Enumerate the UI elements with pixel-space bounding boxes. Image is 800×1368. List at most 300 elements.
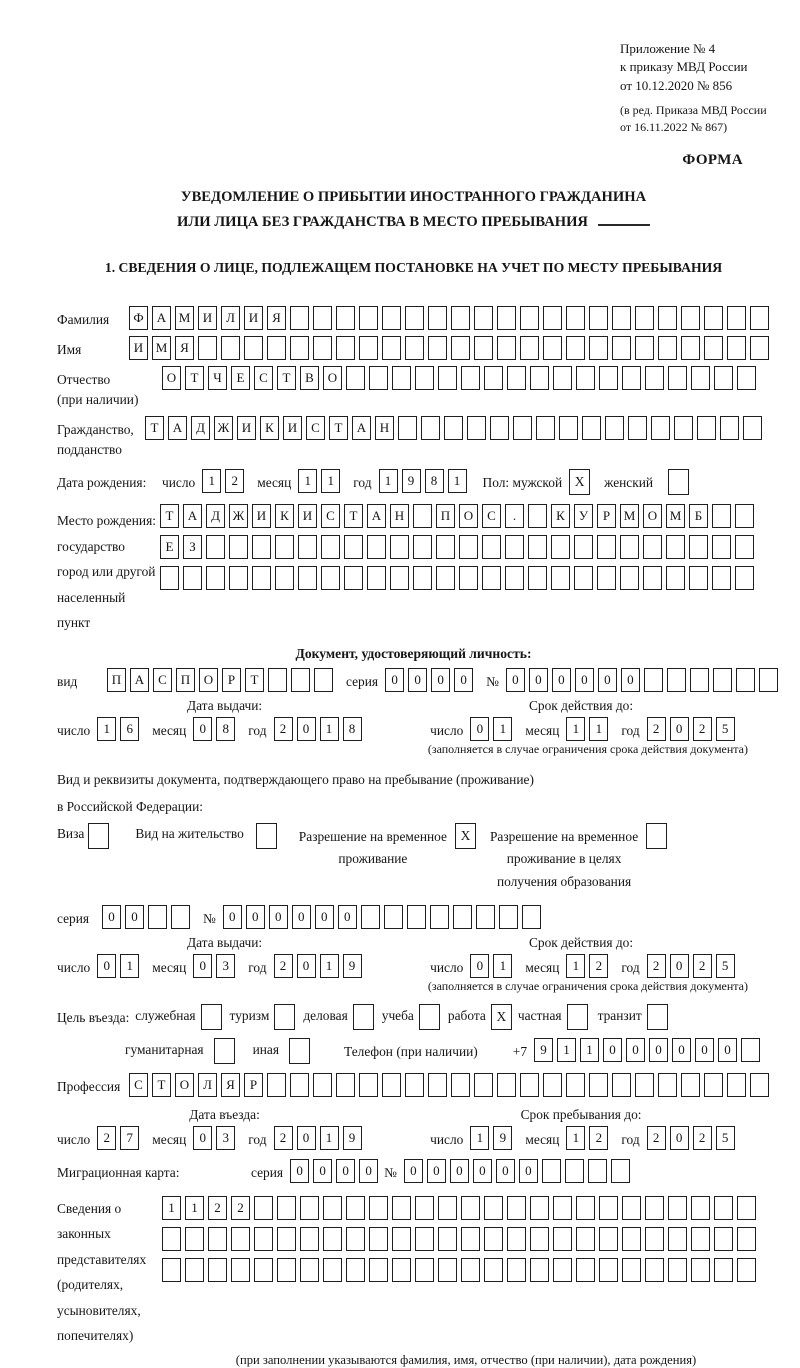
form-cell	[413, 566, 432, 590]
form-cell: 1	[448, 469, 467, 493]
meta-line: к приказу МВД России	[620, 59, 748, 75]
entry-month	[193, 1126, 239, 1150]
form-cell	[635, 336, 654, 360]
form-cell	[628, 416, 647, 440]
form-cell	[415, 366, 434, 390]
form-cell	[275, 535, 294, 559]
form-cell	[405, 336, 424, 360]
form-cell	[344, 535, 363, 559]
purpose-work: работа X	[448, 1004, 512, 1030]
temp-residence-education-checkbox	[646, 823, 667, 849]
form-cell	[438, 1196, 457, 1220]
form-cell	[344, 566, 363, 590]
form-cell	[691, 1258, 710, 1282]
form-cell	[405, 1073, 424, 1097]
form-cell	[208, 1258, 227, 1282]
sex-label: Пол: мужской	[482, 475, 563, 491]
form-cell	[208, 1227, 227, 1251]
form-cell: 5	[716, 954, 735, 978]
section1-heading: 1. СВЕДЕНИЯ О ЛИЦЕ, ПОДЛЕЖАЩЕМ ПОСТАНОВКЕ НА УЧЕТ ПО МЕСТУ ПРЕБЫВАНИЯ	[104, 259, 723, 275]
form-cell: 2	[693, 1126, 712, 1150]
year-label: год	[621, 1131, 640, 1147]
form-cell: 9	[402, 469, 421, 493]
visit-purpose-row-2	[57, 1038, 770, 1064]
residence-dates	[57, 935, 770, 978]
day-label: число	[57, 959, 91, 975]
identity-expiry-year	[647, 717, 739, 741]
option-residence-permit: Вид на жительство	[135, 822, 276, 892]
form-cell: 0	[102, 905, 121, 929]
form-cell: О	[162, 366, 181, 390]
day-label: число	[57, 1131, 91, 1147]
form-cell	[252, 535, 271, 559]
form-cell	[690, 668, 709, 692]
form-cell	[359, 336, 378, 360]
form-cell: М	[666, 504, 685, 528]
form-cell: И	[252, 504, 271, 528]
form-cell: 2	[208, 1196, 227, 1220]
form-cell	[321, 566, 340, 590]
form-cell: Я	[175, 336, 194, 360]
form-cell: 0	[552, 668, 571, 692]
form-cell: 2	[274, 1126, 293, 1150]
series-label: серия	[57, 910, 90, 926]
form-cell	[520, 336, 539, 360]
form-cell	[737, 1258, 756, 1282]
form-cell	[436, 535, 455, 559]
form-cell: 0	[297, 717, 316, 741]
form-cell: Т	[152, 1073, 171, 1097]
form-cell: 0	[359, 1159, 378, 1183]
form-cell	[528, 504, 547, 528]
form-cell	[474, 306, 493, 330]
form-cell: Р	[597, 504, 616, 528]
form-cell	[666, 535, 685, 559]
identity-expiry-note: (заполняется в случае ограничения срока действия документа)	[427, 741, 748, 756]
form-cell	[436, 566, 455, 590]
form-cell: Е	[231, 366, 250, 390]
form-cell	[336, 1073, 355, 1097]
form-cell: 0	[193, 1126, 212, 1150]
form-cell: С	[153, 668, 172, 692]
form-cell: 2	[231, 1196, 250, 1220]
form-cell	[553, 366, 572, 390]
form-cell: 9	[493, 1126, 512, 1150]
form-cell	[231, 1258, 250, 1282]
surname-label: Фамилия	[57, 311, 110, 327]
form-cell: 1	[97, 717, 116, 741]
form-cell	[750, 336, 769, 360]
form-cell	[520, 1073, 539, 1097]
identity-issue-block	[57, 698, 392, 741]
form-cell: З	[183, 535, 202, 559]
form-cell: 0	[473, 1159, 492, 1183]
form-cell: Т	[344, 504, 363, 528]
phone-cells	[534, 1038, 764, 1062]
form-cell	[268, 668, 287, 692]
form-cell	[497, 336, 516, 360]
form-cell	[254, 1227, 273, 1251]
purpose-business: служебная	[135, 1004, 221, 1030]
form-cell: Т	[145, 416, 164, 440]
year-label: год	[248, 722, 267, 738]
form-cell	[542, 1159, 561, 1183]
form-cell	[599, 1196, 618, 1220]
representatives-row	[57, 1192, 770, 1349]
form-cell	[361, 905, 380, 929]
form-cell: К	[551, 504, 570, 528]
form-cell: 0	[223, 905, 242, 929]
form-cell	[620, 535, 639, 559]
form-cell	[413, 504, 432, 528]
option-visa: Виза	[57, 822, 109, 892]
form-cell: 0	[529, 668, 548, 692]
form-cell	[553, 1258, 572, 1282]
month-label: месяц	[525, 722, 560, 738]
residence-expiry-year	[647, 954, 739, 978]
visa-checkbox	[88, 823, 109, 849]
form-cell: П	[436, 504, 455, 528]
profession-cells	[129, 1073, 773, 1097]
form-cell	[597, 535, 616, 559]
day-label: число	[430, 722, 464, 738]
birthplace-row	[57, 504, 770, 635]
form-cell: П	[107, 668, 126, 692]
series-label: серия	[346, 673, 379, 689]
month-label: месяц	[525, 1131, 560, 1147]
form-cell: С	[482, 504, 501, 528]
expiry-header: Срок действия до:	[528, 697, 634, 713]
form-cell	[336, 306, 355, 330]
form-cell	[461, 1227, 480, 1251]
form-cell: 6	[120, 717, 139, 741]
form-cell	[428, 1073, 447, 1097]
form-cell	[551, 566, 570, 590]
form-cell: В	[300, 366, 319, 390]
day-label: число	[162, 475, 196, 491]
form-cell	[413, 535, 432, 559]
form-cell	[720, 416, 739, 440]
form-cell: 1	[162, 1196, 181, 1220]
form-cell	[505, 566, 524, 590]
form-cell	[599, 366, 618, 390]
form-cell	[612, 306, 631, 330]
surname-row	[57, 306, 770, 330]
form-cell	[162, 1227, 181, 1251]
form-cell	[300, 1196, 319, 1220]
form-cell: 0	[695, 1038, 714, 1062]
form-cell: 1	[298, 469, 317, 493]
form-cell	[645, 1227, 664, 1251]
form-cell	[520, 306, 539, 330]
form-cell	[323, 1227, 342, 1251]
form-cell: 8	[216, 717, 235, 741]
form-cell	[291, 668, 310, 692]
representatives-row2-cells	[162, 1227, 760, 1251]
form-cell	[171, 905, 190, 929]
birthplace-row3-cells	[160, 566, 758, 590]
form-cell: 1	[580, 1038, 599, 1062]
document-title	[57, 185, 770, 233]
form-cell	[714, 1258, 733, 1282]
work-checkbox: X	[491, 1004, 512, 1030]
humanitarian-checkbox	[214, 1038, 235, 1064]
form-cell	[750, 1073, 769, 1097]
form-cell: 0	[496, 1159, 515, 1183]
issue-header: Дата выдачи:	[186, 934, 263, 950]
form-cell	[689, 566, 708, 590]
form-cell	[530, 366, 549, 390]
form-cell	[599, 1258, 618, 1282]
form-cell: 0	[670, 717, 689, 741]
birthplace-row2-cells	[160, 535, 758, 559]
form-cell: 1	[566, 717, 585, 741]
form-cell	[574, 566, 593, 590]
form-cell: С	[306, 416, 325, 440]
form-cell: 0	[626, 1038, 645, 1062]
migration-number-cells	[404, 1159, 634, 1183]
form-cell	[313, 1073, 332, 1097]
form-cell	[298, 535, 317, 559]
form-cell	[459, 566, 478, 590]
form-cell: 2	[693, 954, 712, 978]
number-label: №	[486, 673, 499, 689]
form-cell	[674, 416, 693, 440]
form-cell: 2	[97, 1126, 116, 1150]
form-cell: Ж	[229, 504, 248, 528]
meta-line: Приложение № 4	[620, 41, 716, 56]
option-temp-residence-education: Разрешение на временное проживание в целях получения образования	[490, 822, 667, 892]
form-cell: Т	[329, 416, 348, 440]
identity-issue-month	[193, 717, 239, 741]
form-cell: 1	[185, 1196, 204, 1220]
form-cell	[444, 416, 463, 440]
form-cell	[681, 306, 700, 330]
form-cell	[162, 1258, 181, 1282]
form-cell	[198, 336, 217, 360]
form-cell: Ч	[208, 366, 227, 390]
form-cell: И	[283, 416, 302, 440]
form-cell: 7	[120, 1126, 139, 1150]
form-cell: 0	[290, 1159, 309, 1183]
number-label: №	[384, 1164, 397, 1180]
form-cell	[298, 566, 317, 590]
form-cell: П	[176, 668, 195, 692]
form-cell	[277, 1227, 296, 1251]
form-cell	[461, 366, 480, 390]
form-cell	[392, 1258, 411, 1282]
form-body	[57, 306, 770, 1368]
form-cell	[643, 566, 662, 590]
form-cell	[244, 336, 263, 360]
form-cell	[736, 668, 755, 692]
birth-day-cells	[202, 469, 248, 493]
form-cell	[185, 1258, 204, 1282]
form-cell: 0	[621, 668, 640, 692]
form-cell	[277, 1258, 296, 1282]
identity-expiry-block	[392, 698, 770, 741]
tourism-checkbox	[274, 1004, 295, 1030]
form-cell	[467, 416, 486, 440]
temp-residence-checkbox: X	[455, 823, 476, 849]
form-cell: 5	[716, 1126, 735, 1150]
form-cell: Д	[191, 416, 210, 440]
form-cell	[530, 1227, 549, 1251]
meta-line: от 10.12.2020 № 856	[620, 77, 733, 93]
form-cell: 3	[216, 1126, 235, 1150]
name-cells	[129, 336, 773, 360]
form-cell	[536, 416, 555, 440]
form-cell	[438, 366, 457, 390]
form-cell: К	[275, 504, 294, 528]
form-cell	[206, 566, 225, 590]
identity-doc-heading: Документ, удостоверяющий личность:	[295, 645, 532, 661]
form-cell	[566, 306, 585, 330]
form-cell	[565, 1159, 584, 1183]
form-cell	[313, 336, 332, 360]
form-cell	[451, 306, 470, 330]
form-cell	[689, 535, 708, 559]
form-cell	[589, 306, 608, 330]
residence-issue-year	[274, 954, 366, 978]
form-cell: 0	[297, 1126, 316, 1150]
form-cell	[497, 306, 516, 330]
form-cell	[574, 535, 593, 559]
form-cell: Ф	[129, 306, 148, 330]
form-cell	[530, 1196, 549, 1220]
form-cell	[622, 1196, 641, 1220]
other-checkbox	[289, 1038, 310, 1064]
form-cell: 2	[225, 469, 244, 493]
birthplace-cells-block	[160, 504, 758, 597]
form-cell	[635, 306, 654, 330]
form-cell	[290, 306, 309, 330]
sex-male-checkbox: X	[569, 469, 590, 495]
form-cell: 1	[320, 954, 339, 978]
form-cell	[566, 1073, 585, 1097]
form-cell: Е	[160, 535, 179, 559]
meta-line: (в ред. Приказа МВД России	[620, 103, 767, 118]
form-cell	[474, 1073, 493, 1097]
form-cell	[390, 535, 409, 559]
purpose-tourism: туризм	[230, 1004, 296, 1030]
form-cell	[505, 535, 524, 559]
form-cell: А	[130, 668, 149, 692]
residence-expiry-month	[566, 954, 612, 978]
form-cell	[382, 306, 401, 330]
expiry-header: Срок действия до:	[528, 934, 634, 950]
form-cell	[254, 1196, 273, 1220]
form-cell	[461, 1196, 480, 1220]
citizenship-row	[57, 416, 770, 460]
stay-until-header: Срок пребывания до:	[520, 1106, 642, 1122]
profession-row	[57, 1073, 770, 1097]
visit-purpose-row	[57, 1004, 770, 1030]
form-cell	[390, 566, 409, 590]
form-cell: 1	[493, 954, 512, 978]
form-cell: 0	[519, 1159, 538, 1183]
form-cell	[359, 1073, 378, 1097]
phone-prefix: +7	[512, 1043, 528, 1059]
option-temp-residence: Разрешение на временное проживание X	[299, 822, 476, 892]
private-checkbox	[567, 1004, 588, 1030]
form-cell	[644, 668, 663, 692]
form-cell: А	[168, 416, 187, 440]
form-cell	[645, 1258, 664, 1282]
entry-date-block	[57, 1107, 392, 1150]
purpose-commercial: деловая	[303, 1004, 373, 1030]
form-cell: 5	[716, 717, 735, 741]
form-cell	[620, 566, 639, 590]
form-cell	[666, 566, 685, 590]
identity-dates	[57, 698, 770, 741]
form-cell	[612, 336, 631, 360]
form-cell	[367, 566, 386, 590]
form-cell	[712, 535, 731, 559]
form-cell	[645, 1196, 664, 1220]
form-cell: Б	[689, 504, 708, 528]
form-cell: 9	[343, 1126, 362, 1150]
form-cell	[267, 336, 286, 360]
form-cell	[658, 336, 677, 360]
patronymic-cells	[162, 366, 760, 390]
form-cell: 1	[320, 1126, 339, 1150]
month-label: месяц	[152, 959, 187, 975]
form-cell	[704, 336, 723, 360]
doc-number-cells	[506, 668, 782, 692]
form-cell	[681, 336, 700, 360]
form-cell	[369, 1196, 388, 1220]
form-cell	[430, 905, 449, 929]
form-cell	[622, 1227, 641, 1251]
stay-month	[566, 1126, 612, 1150]
form-cell	[221, 336, 240, 360]
form-cell	[421, 416, 440, 440]
form-cell	[384, 905, 403, 929]
form-cell	[392, 1227, 411, 1251]
form-cell	[474, 336, 493, 360]
form-cell: 0	[193, 717, 212, 741]
form-cell: 0	[97, 954, 116, 978]
form-cell	[346, 1258, 365, 1282]
form-cell: 0	[718, 1038, 737, 1062]
name-row	[57, 336, 770, 360]
form-cell	[735, 504, 754, 528]
form-cell	[750, 306, 769, 330]
residence-expiry-block	[392, 935, 770, 978]
form-cell	[290, 336, 309, 360]
form-cell	[651, 416, 670, 440]
form-cell	[713, 668, 732, 692]
form-cell: Ж	[214, 416, 233, 440]
form-cell: 8	[425, 469, 444, 493]
form-cell	[727, 1073, 746, 1097]
residence-number-cells	[223, 905, 545, 929]
form-cell: 1	[321, 469, 340, 493]
surname-cells	[129, 306, 773, 330]
purpose-transit: транзит	[598, 1004, 668, 1030]
form-cell: 1	[320, 717, 339, 741]
stay-until-block	[392, 1107, 770, 1150]
form-cell	[691, 1196, 710, 1220]
form-cell	[759, 668, 778, 692]
form-cell	[658, 1073, 677, 1097]
form-cell: 0	[385, 668, 404, 692]
title-line-1: УВЕДОМЛЕНИЕ О ПРИБЫТИИ ИНОСТРАННОГО ГРАЖДАНИНА	[180, 189, 647, 206]
form-cell	[704, 306, 723, 330]
form-cell: М	[152, 336, 171, 360]
form-cell	[451, 1073, 470, 1097]
